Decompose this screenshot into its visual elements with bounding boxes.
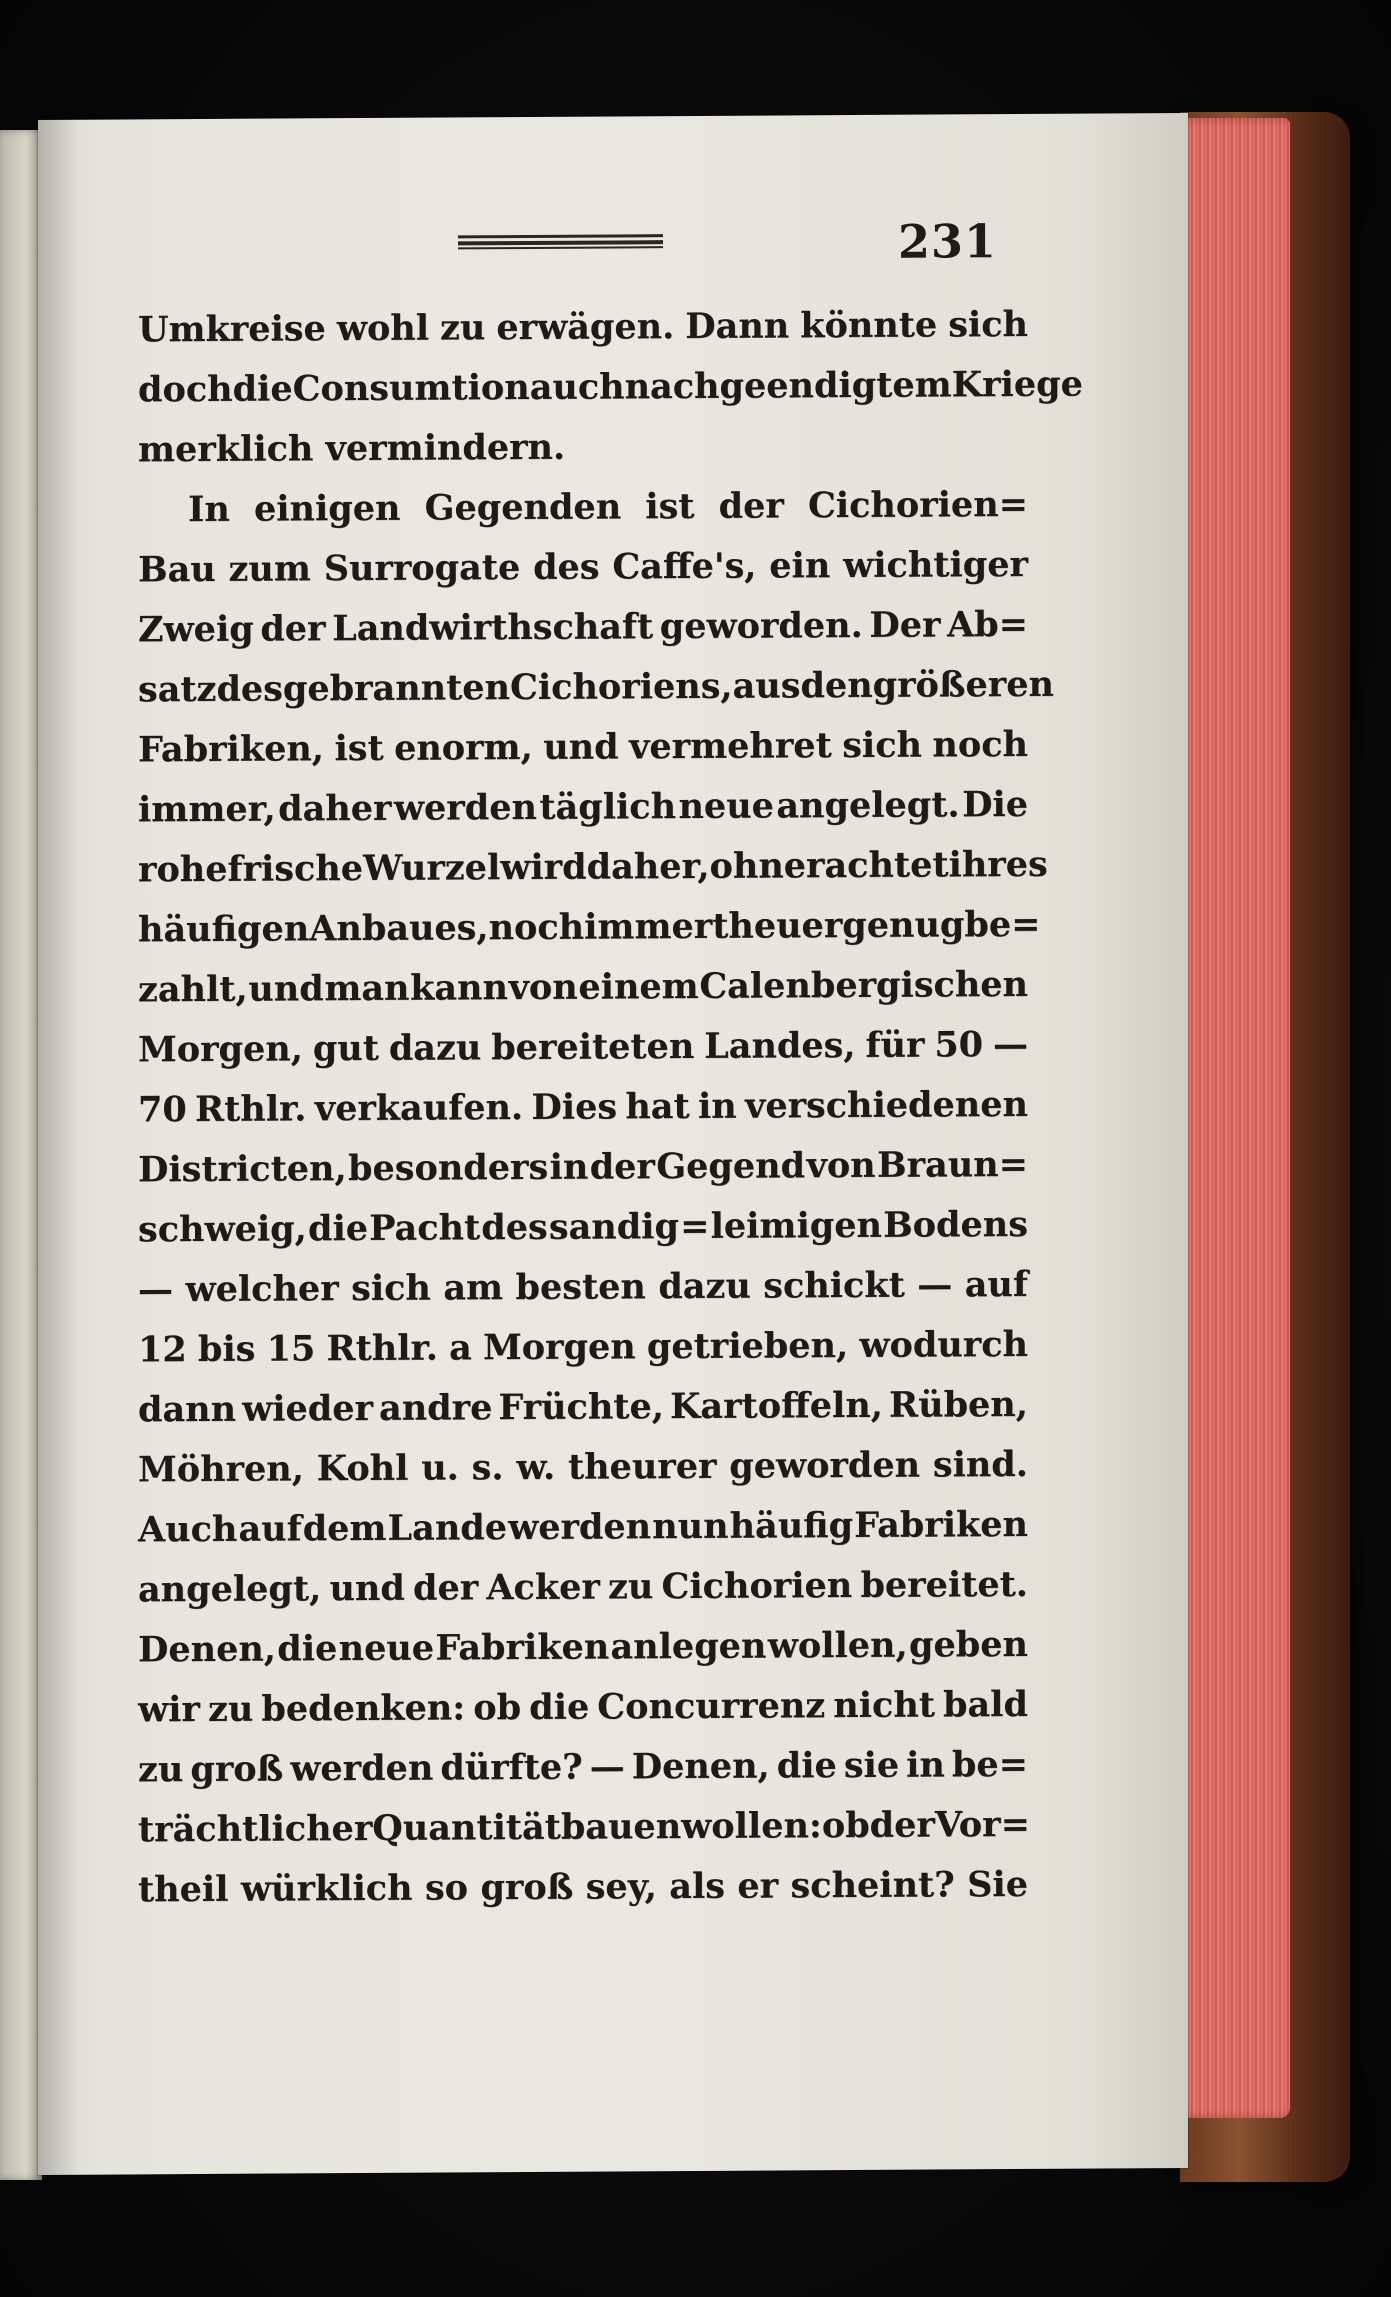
text-line: merklich vermindern. [138,426,566,471]
text-line: häufigen Anbaues, noch immer theuer genug be= [138,903,1041,951]
text-line: angelegt, und der Acker zu Cichorien bereitet. [138,1563,1028,1611]
text-line: immer, daher werden täglich neue angelegt. Die [138,783,1028,831]
text-line: Bau zum Surrogate des Caffe's, ein wichtiger [138,543,1028,591]
text-line: Zweig der Landwirthschaft geworden. Der Ab= [138,603,1028,651]
text-line: theil würklich so groß sey, als er scheint? Sie [138,1863,1028,1911]
text-line: Auch auf dem Lande werden nun häufig Fabriken [138,1503,1028,1551]
text-line: Districten, besonders in der Gegend von Braun= [138,1143,1028,1191]
text-line: wir zu bedenken: ob die Concurrenz nicht bald [138,1683,1028,1731]
text-line: satz des gebrannten Cichoriens, aus den größeren [138,663,1054,711]
text-line: Möhren, Kohl u. s. w. theurer geworden sind. [138,1443,1028,1491]
left-page-edge [0,130,42,2180]
text-line: Morgen, gut dazu bereiteten Landes, für 50 — [138,1023,1028,1071]
text-line: 12 bis 15 Rthlr. a Morgen getrieben, wodurch [138,1323,1028,1371]
text-line: trächtlicher Quantität bauen wollen: ob der Vor= [138,1803,1030,1851]
book-page [38,113,1188,2175]
body-text [138,303,1083,1929]
text-line: dann wieder andre Früchte, Kartoffeln, Rüben, [138,1383,1028,1431]
text-line: rohe frische Wurzel wird daher, ohnerachtet ihres [138,843,1048,891]
text-line: schweig, die Pacht des sandig = leimigen Bodens [138,1203,1028,1251]
text-line: Umkreise wohl zu erwägen. Dann könnte sich [138,303,1028,351]
text-line: Denen, die neue Fabriken anlegen wollen, geben [138,1623,1028,1671]
text-line: zu groß werden dürfte? — Denen, die sie in be= [138,1743,1028,1791]
gutter-shadow [38,120,78,2175]
page-number: 231 [898,214,998,269]
text-line: Fabriken, ist enorm, und vermehret sich noch [138,723,1028,771]
text-line: — welcher sich am besten dazu schickt — auf [138,1263,1028,1311]
text-line: doch die Consumtion auch nach geendigtem Kriege [138,363,1083,411]
text-line: In einigen Gegenden ist der Cichorien= [188,483,1028,531]
text-line: 70 Rthlr. verkaufen. Dies hat in verschiedenen [138,1083,1028,1131]
text-line: zahlt, und man kann von einem Calenbergischen [138,963,1028,1011]
header-ornament-rule [458,234,663,249]
